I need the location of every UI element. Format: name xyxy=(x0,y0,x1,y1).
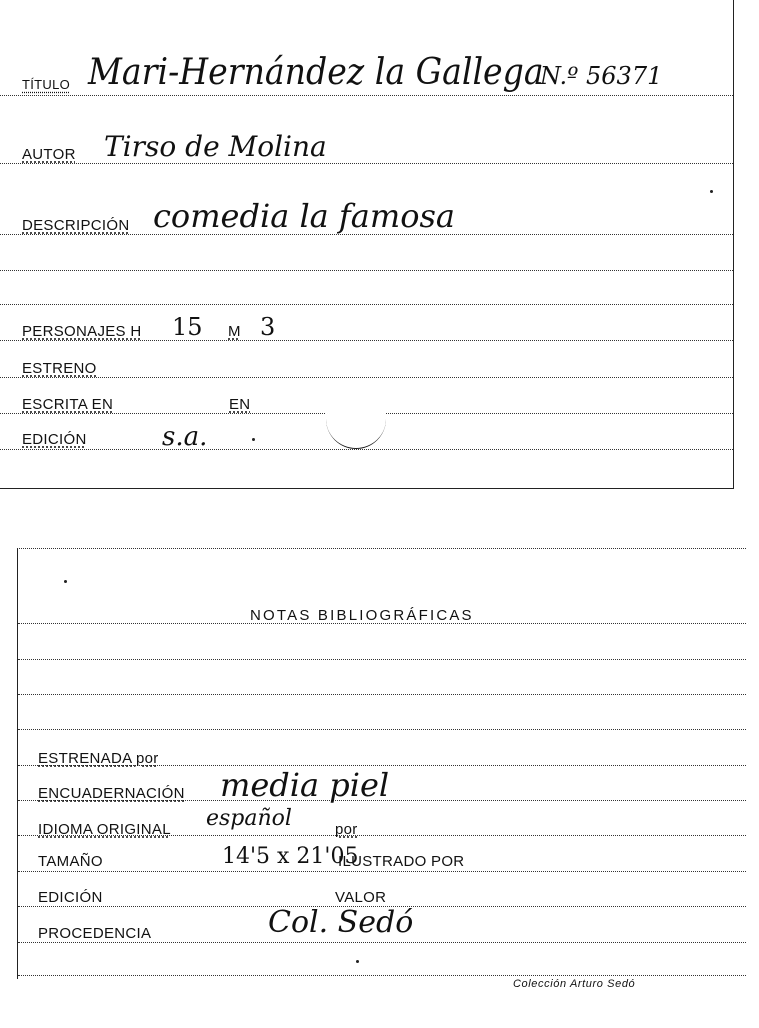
rule-line xyxy=(18,659,746,660)
valor-label: VALOR xyxy=(335,889,387,906)
personajes-h-value: 15 xyxy=(172,313,203,341)
idioma-label: IDIOMA ORIGINAL xyxy=(38,821,171,838)
tamano-value: 14'5 x 21'05 xyxy=(222,844,359,869)
ink-speck xyxy=(64,580,67,583)
encuadernacion-value: media piel xyxy=(220,766,390,804)
rule-line xyxy=(0,449,733,450)
ilustrado-label: ILUSTRADO POR xyxy=(338,853,465,870)
titulo-value: Mari-Hernández la Gallega xyxy=(88,52,544,93)
rule-line xyxy=(18,942,746,943)
ink-speck xyxy=(252,438,255,441)
rule-line xyxy=(18,975,746,976)
edicion-bottom-label: EDICIÓN xyxy=(38,889,103,906)
tamano-label: TAMAÑO xyxy=(38,853,103,870)
rule-line xyxy=(0,95,733,96)
descripcion-label: DESCRIPCIÓN xyxy=(22,217,130,234)
por-label: por xyxy=(335,821,358,838)
edicion-value: s.a. xyxy=(162,422,208,452)
idioma-value: español xyxy=(206,806,292,831)
autor-value: Tirso de Molina xyxy=(104,130,327,163)
coleccion-footer: Colección Arturo Sedó xyxy=(513,978,636,990)
encuadernacion-label: ENCUADERNACIÓN xyxy=(38,785,185,802)
ink-speck xyxy=(356,960,359,963)
edicion-label: EDICIÓN xyxy=(22,431,87,448)
rule-line xyxy=(0,304,733,305)
procedencia-value: Col. Sedó xyxy=(268,905,414,940)
estrenada-label: ESTRENADA por xyxy=(38,750,159,767)
rule-line xyxy=(18,871,746,872)
en-label: EN xyxy=(229,396,251,413)
personajes-label: PERSONAJES H xyxy=(22,323,142,340)
rule-line xyxy=(0,340,733,341)
rule-line xyxy=(0,377,733,378)
estreno-label: ESTRENO xyxy=(22,360,97,377)
rule-line xyxy=(18,729,746,730)
rule-line xyxy=(0,163,733,164)
numero-value: N.º 56371 xyxy=(540,62,663,90)
descripcion-value: comedia la famosa xyxy=(153,197,455,235)
rule-line xyxy=(0,270,733,271)
rule-line xyxy=(18,694,746,695)
ink-speck xyxy=(710,190,713,193)
notas-bibliograficas-title: NOTAS BIBLIOGRÁFICAS xyxy=(250,607,474,624)
personajes-m-value: 3 xyxy=(260,313,276,341)
personajes-m-label: M xyxy=(228,323,241,340)
titulo-label: TÍTULO xyxy=(22,77,71,92)
escrita-en-label: ESCRITA EN xyxy=(22,396,114,413)
procedencia-label: PROCEDENCIA xyxy=(38,925,152,942)
autor-label: AUTOR xyxy=(22,146,76,163)
